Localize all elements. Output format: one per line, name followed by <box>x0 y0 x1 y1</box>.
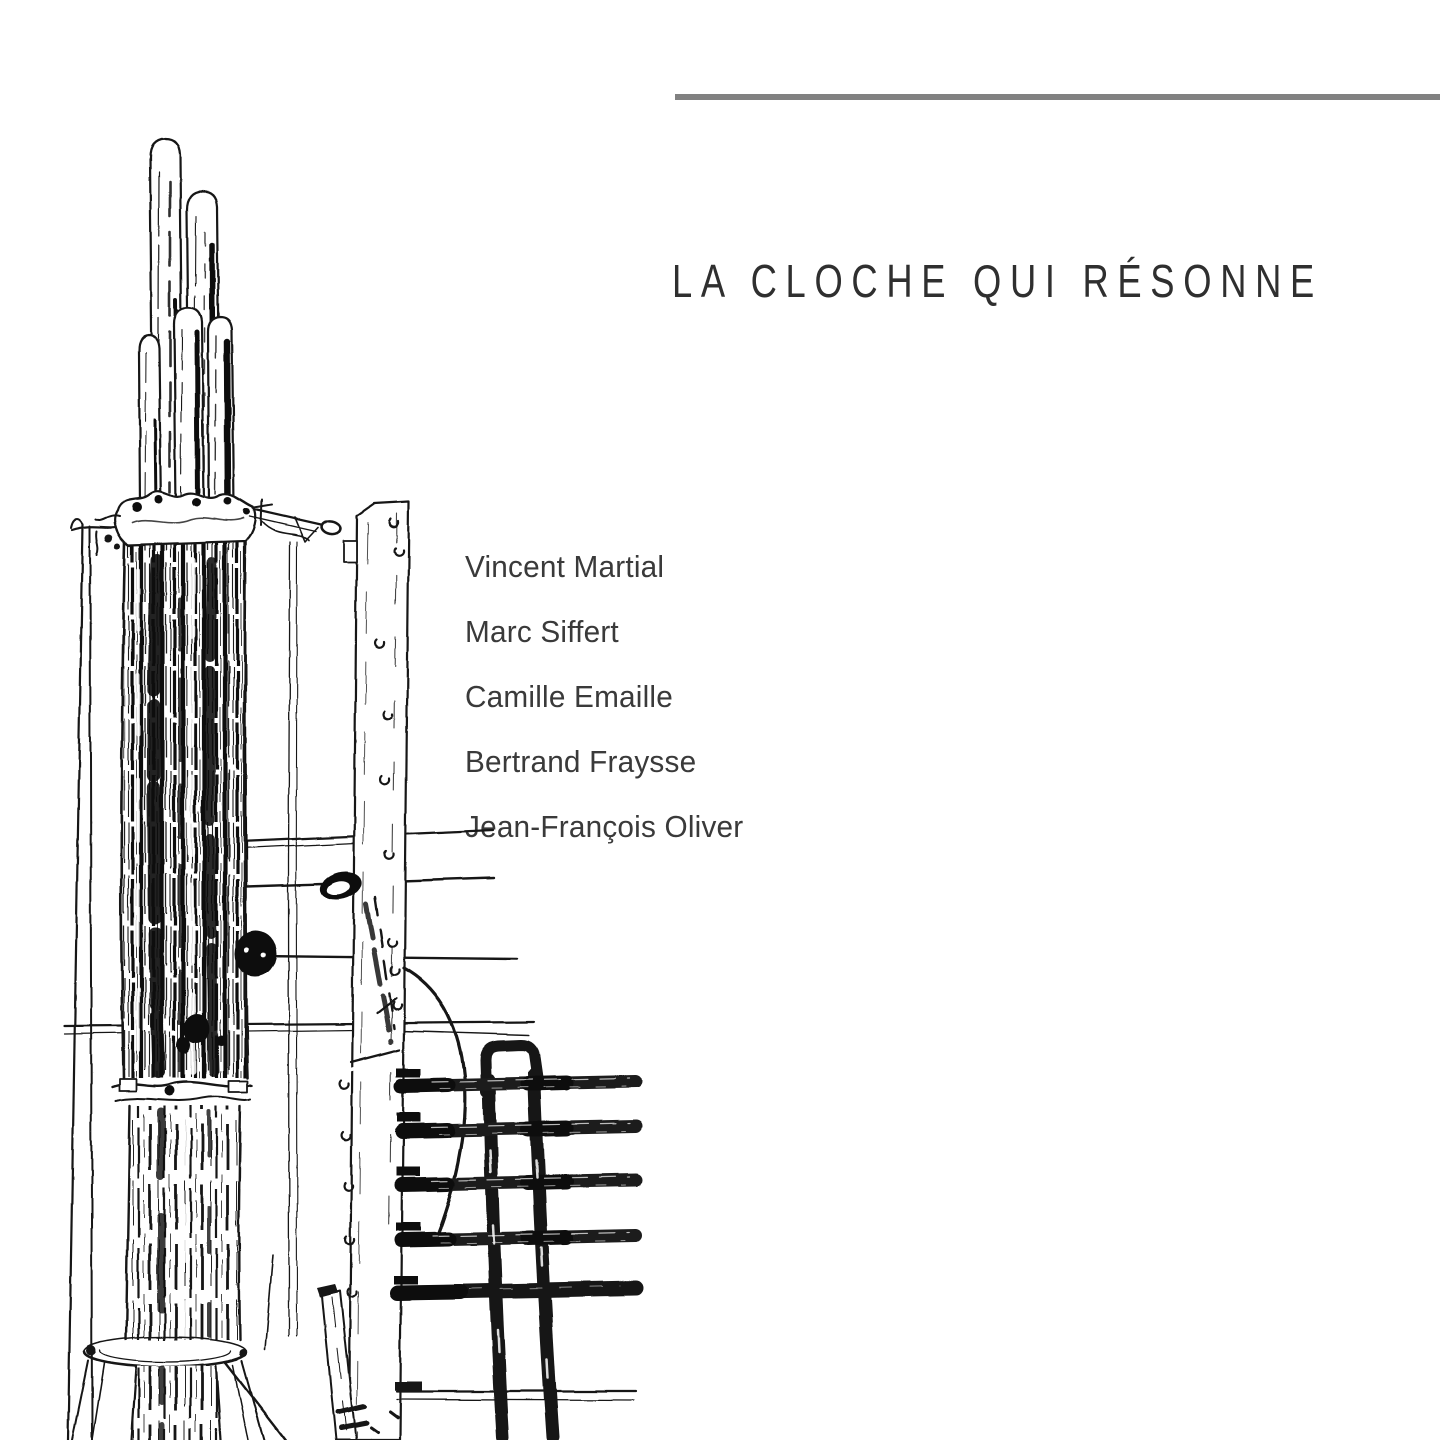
credit-name: Jean-François Oliver <box>465 809 744 844</box>
credit-name: Marc Siffert <box>465 614 619 649</box>
pipes <box>139 139 234 511</box>
credit-name: Camille Emaille <box>465 679 673 714</box>
top-rule <box>675 94 1440 100</box>
column <box>72 540 286 1440</box>
album-title: LA CLOCHE QUI RÉSONNE <box>672 255 1323 307</box>
credit-name: Vincent Martial <box>465 549 665 584</box>
collar <box>96 491 256 545</box>
striker-rod <box>250 500 341 542</box>
frame <box>68 519 124 1440</box>
bell-machine-illustration <box>0 0 660 1440</box>
rack <box>394 1045 636 1438</box>
credit-name: Bertrand Fraysse <box>465 744 697 779</box>
